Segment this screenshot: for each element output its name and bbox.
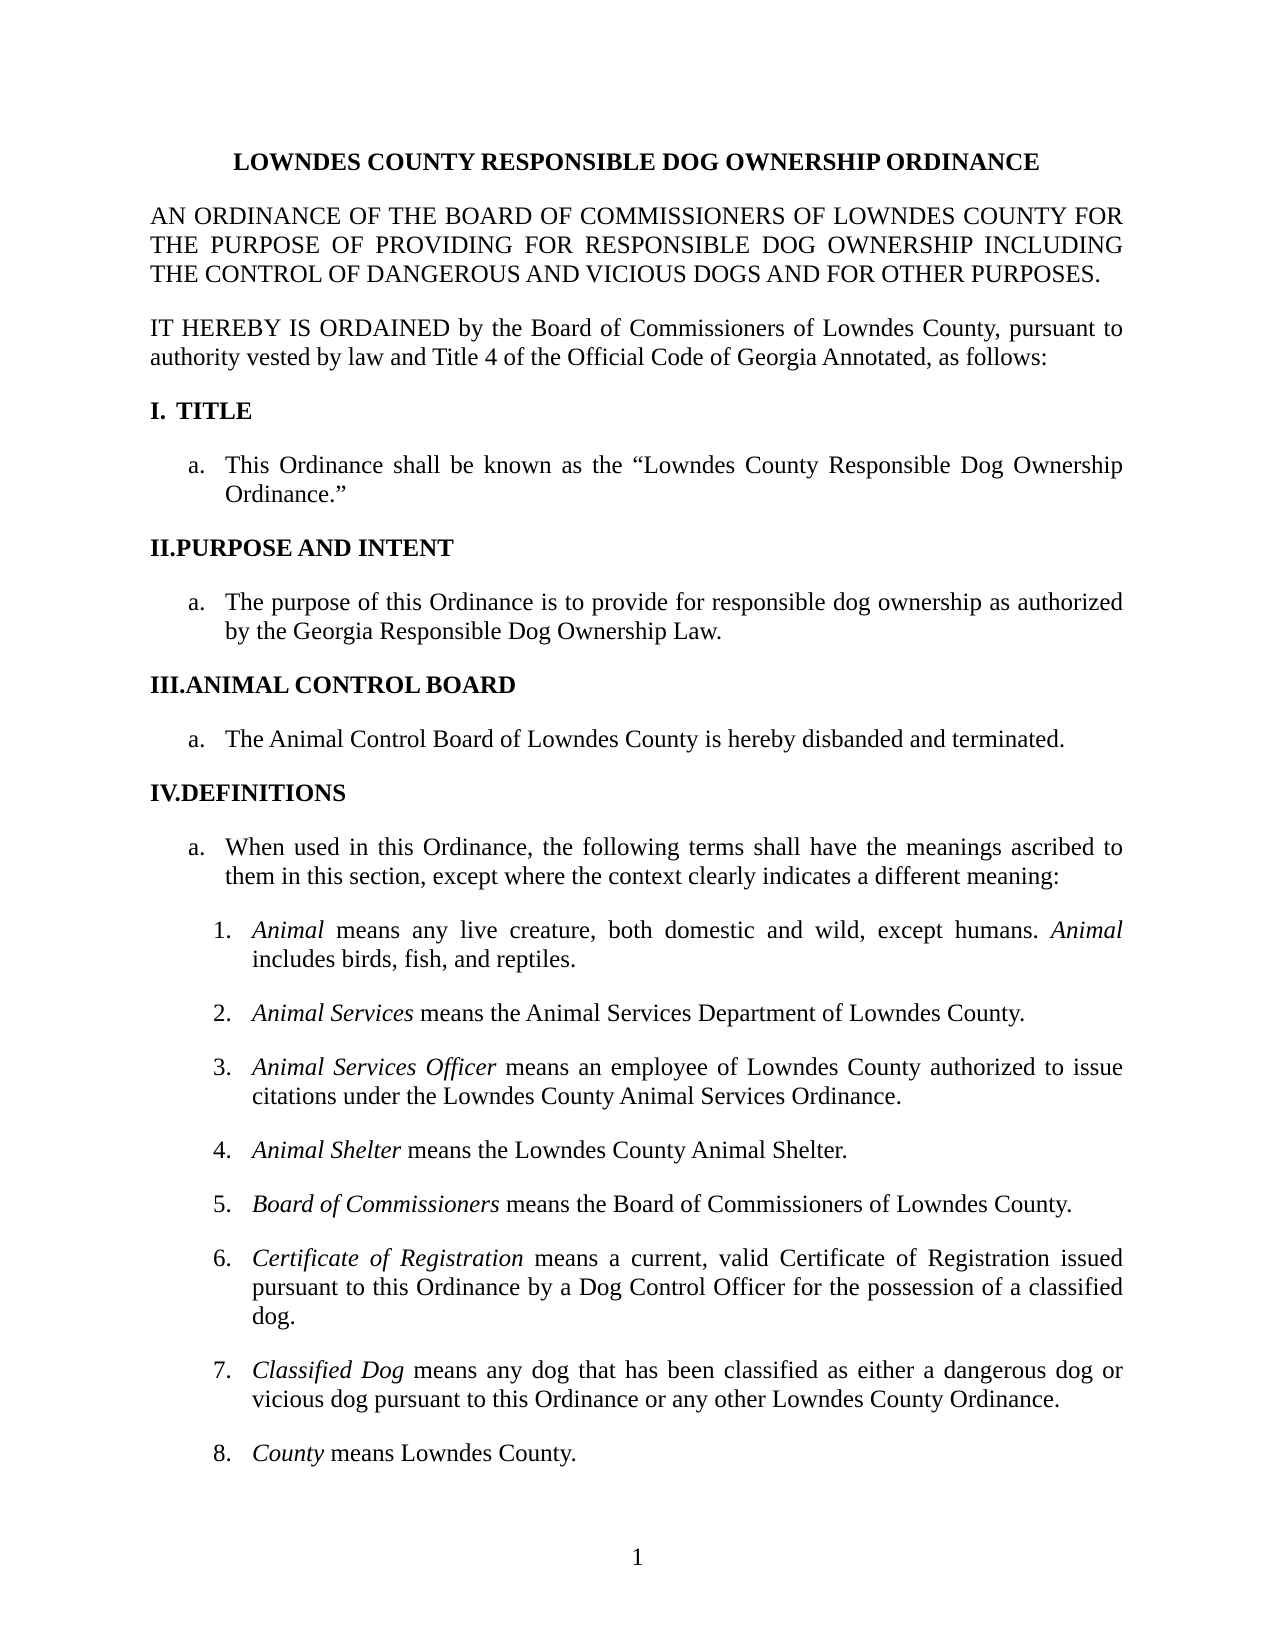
definition-marker: 6.	[213, 1245, 232, 1272]
text-run: means the Animal Services Department of Lowndes County.	[413, 1000, 1026, 1027]
intro-paragraph: AN ORDINANCE OF THE BOARD OF COMMISSIONERS OF LOWNDES COUNTY FOR THE PURPOSE OF PROVIDING FOR RESPONSIBLE DOG OWNERSHIP INCLUDING THE CONTROL OF DANGEROUS AND VICIOUS DOGS AND FOR OTHER PURPOSES.	[150, 203, 1123, 288]
text-run: The purpose of this Ordinance is to provide for responsible dog ownership as authorized by the Georgia Responsible Dog Ownership Law.	[225, 589, 1123, 645]
section-numeral: II.	[150, 535, 176, 562]
section-numeral: IV.	[150, 780, 181, 807]
definition-marker: 5.	[213, 1191, 232, 1218]
page-number: 1	[631, 1544, 644, 1571]
text-run: means the Board of Commissioners of Lowndes County.	[499, 1191, 1073, 1218]
list-item	[188, 588, 1123, 646]
intro-paragraphs	[150, 202, 1123, 372]
text-run: When used in this Ordinance, the following terms shall have the meanings ascribed to them in this section, except where the context clearly indicates a different meaning:	[225, 834, 1123, 890]
definition-term: Animal	[252, 917, 325, 944]
definition-marker: 4.	[213, 1137, 232, 1164]
intro-paragraph: IT HEREBY IS ORDAINED by the Board of Commissioners of Lowndes County, pursuant to authority vested by law and Title 4 of the Official Code of Georgia Annotated, as follows:	[150, 315, 1123, 371]
definition-item	[213, 1439, 1123, 1468]
section-list	[150, 397, 1123, 1468]
list-marker: a.	[188, 834, 206, 861]
definition-item	[213, 1190, 1123, 1219]
definition-term: Board of Commissioners	[252, 1191, 500, 1218]
document-title: LOWNDES COUNTY RESPONSIBLE DOG OWNERSHIP ORDINANCE	[233, 149, 1040, 176]
text-run: means Lowndes County.	[324, 1440, 577, 1467]
text-run: means any dog that has been classified as either a dangerous dog or vicious dog pursuant to this Ordinance or any other Lowndes County Ordinance.	[252, 1357, 1124, 1413]
definition-term: Animal Services	[252, 1000, 414, 1027]
definition-marker: 8.	[213, 1440, 232, 1467]
list-marker: a.	[188, 452, 206, 479]
definition-marker: 1.	[213, 917, 232, 944]
definition-marker: 2.	[213, 1000, 232, 1027]
definition-term: County	[252, 1440, 325, 1467]
definition-marker: 7.	[213, 1357, 232, 1384]
text-run: means any live creature, both domestic and wild, except humans.	[324, 917, 1051, 944]
definition-term: Certificate of Registration	[252, 1245, 524, 1272]
definition-marker: 3.	[213, 1054, 232, 1081]
text-run: means a current, valid Certificate of Registration issued pursuant to this Ordinance by a Dog Control Officer for the possession of a classified dog.	[252, 1245, 1123, 1330]
page-footer	[0, 1543, 1275, 1572]
section-heading	[150, 397, 1123, 426]
section-numeral: I.	[150, 398, 166, 425]
list-marker: a.	[188, 726, 206, 753]
definition-term: Animal Shelter	[252, 1137, 402, 1164]
list-item	[188, 725, 1123, 754]
section-heading	[150, 671, 1123, 700]
definition-item	[213, 1356, 1124, 1414]
text-run: The Animal Control Board of Lowndes County is hereby disbanded and terminated.	[225, 726, 1066, 753]
section-numeral: III.	[150, 672, 186, 699]
definition-item	[213, 999, 1123, 1028]
definition-item	[213, 916, 1123, 974]
section-title: DEFINITIONS	[180, 780, 347, 807]
section-title: PURPOSE AND INTENT	[176, 535, 454, 562]
text-run: means the Lowndes County Animal Shelter.	[401, 1137, 848, 1164]
definition-term: Classified Dog	[252, 1357, 405, 1384]
section-heading	[150, 534, 1123, 563]
text-run: means an employee of Lowndes County authorized to issue citations under the Lowndes County Animal Services Ordinance.	[252, 1054, 1123, 1110]
definition-term: Animal Services Officer	[252, 1054, 497, 1081]
section-title: ANIMAL CONTROL BOARD	[185, 672, 517, 699]
text-run: includes birds, fish, and reptiles.	[252, 946, 577, 973]
definition-item	[213, 1244, 1123, 1331]
section-heading	[150, 779, 1123, 808]
list-item	[188, 833, 1123, 891]
list-marker: a.	[188, 589, 206, 616]
text-run: This Ordinance shall be known as the “Lowndes County Responsible Dog Ownership Ordinance.”	[225, 452, 1123, 508]
list-item	[188, 451, 1123, 509]
section-title: TITLE	[176, 398, 253, 425]
definition-item	[213, 1053, 1123, 1111]
definition-term: Animal	[1050, 917, 1123, 944]
definition-item	[213, 1136, 1123, 1165]
